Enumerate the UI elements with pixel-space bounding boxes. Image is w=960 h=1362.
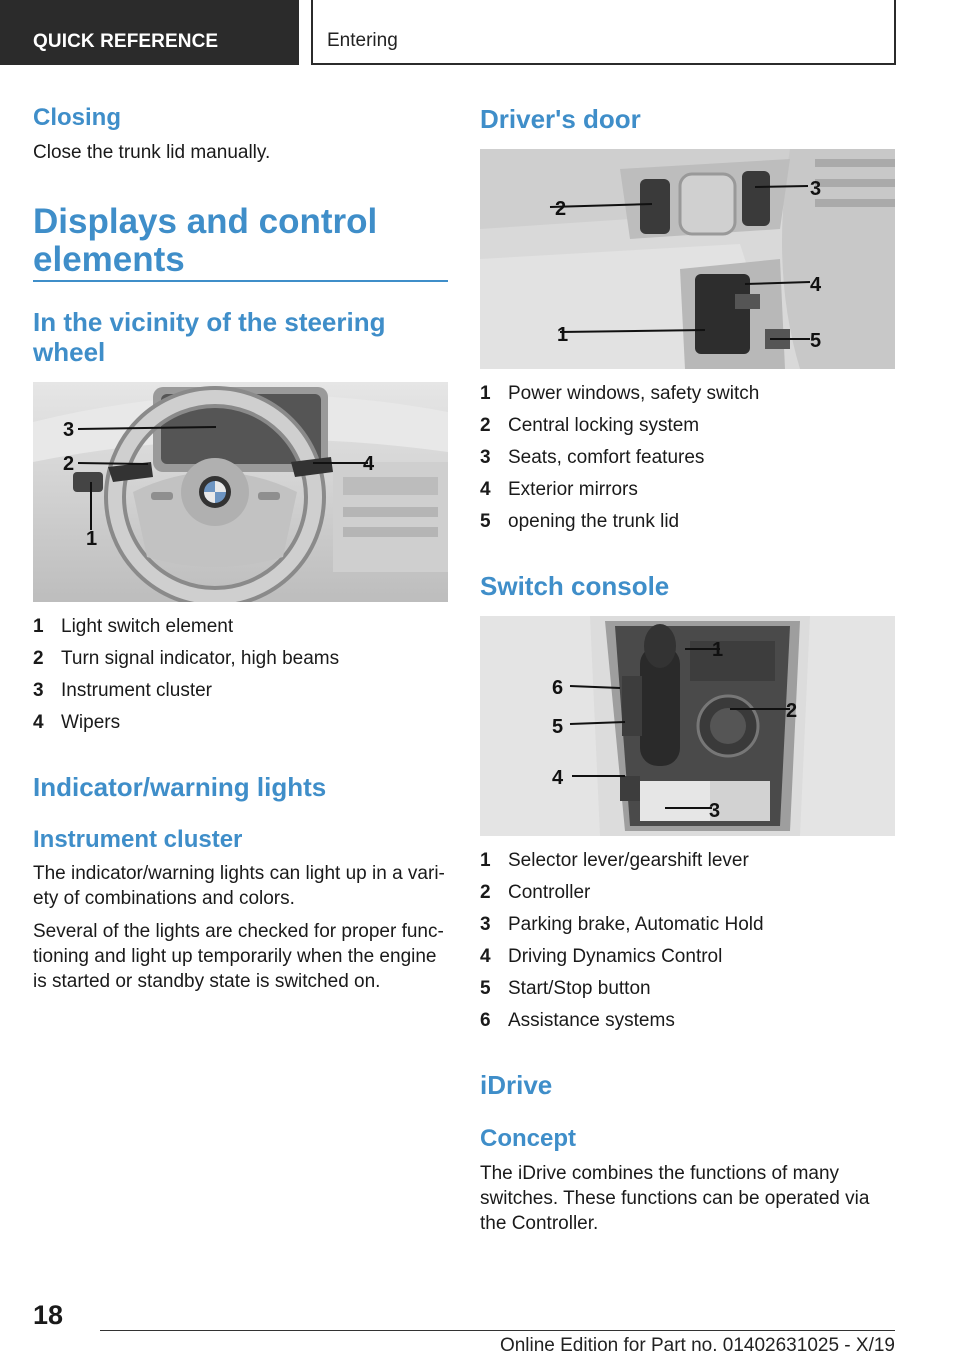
legend-text: Light switch element: [61, 616, 234, 637]
header-section-tab[interactable]: QUICK REFERENCE: [0, 0, 299, 65]
chapter-heading-line1: Displays and control: [33, 202, 378, 241]
footer-edition: Online Edition for Part no. 01402631025 - X/19: [100, 1330, 895, 1357]
drivers-door-legend: [480, 378, 895, 538]
steering-callout-1: 1: [86, 528, 98, 550]
steering-callout-4: 4: [363, 453, 375, 475]
drivers-door-figure: [480, 149, 895, 369]
idrive-text-1: The iDrive combines the functions of many: [480, 1163, 840, 1184]
legend-text: Turn signal indicator, high beams: [61, 648, 340, 669]
switch-console-figure: [480, 616, 895, 836]
legend-number: 3: [480, 914, 491, 935]
legend-text: Exterior mirrors: [508, 479, 638, 500]
legend-number: 1: [480, 383, 491, 404]
idrive-text-2: switches. These functions can be operated via: [480, 1188, 870, 1209]
legend-text: Parking brake, Automatic Hold: [508, 914, 764, 935]
console-callout-3: 3: [709, 800, 721, 822]
chapter-rule: [33, 280, 448, 282]
legend-text: Seats, comfort features: [508, 447, 705, 468]
list-item: [480, 909, 895, 941]
indicator-heading: Indicator/warning lights: [33, 772, 327, 802]
list-item: [33, 675, 448, 707]
list-item: [480, 1005, 895, 1037]
legend-number: 4: [33, 712, 44, 733]
closing-heading: Closing: [33, 104, 121, 131]
legend-text: Instrument cluster: [61, 680, 212, 701]
indicator-text-1a: The indicator/warning lights can light up in a vari‐: [33, 863, 445, 884]
legend-text: Wipers: [61, 712, 121, 733]
idrive-heading: iDrive: [480, 1070, 553, 1100]
steering-legend: [33, 611, 448, 739]
legend-text: opening the trunk lid: [508, 511, 680, 532]
list-item: [480, 378, 895, 410]
legend-text: Controller: [508, 882, 591, 903]
legend-number: 1: [33, 616, 44, 637]
list-item: [480, 973, 895, 1005]
door-callout-5: 5: [810, 330, 822, 352]
legend-text: Central locking system: [508, 415, 700, 436]
list-item: [480, 410, 895, 442]
console-callout-5: 5: [552, 716, 564, 738]
door-callout-1: 1: [557, 324, 569, 346]
indicator-text-2c: is started or standby state is switched on.: [33, 971, 381, 992]
legend-text: Assistance systems: [508, 1010, 675, 1031]
list-item: [480, 845, 895, 877]
indicator-text-1b: ety of combinations and colors.: [33, 888, 295, 909]
page-number: 18: [33, 1300, 64, 1330]
steering-heading-line1: In the vicinity of the steering: [33, 307, 386, 337]
list-item: [480, 442, 895, 474]
legend-number: 1: [480, 850, 491, 871]
legend-number: 4: [480, 479, 491, 500]
door-callout-4: 4: [810, 274, 822, 296]
legend-number: 3: [480, 447, 491, 468]
steering-callout-3: 3: [63, 419, 75, 441]
legend-number: 5: [480, 511, 491, 532]
list-item: [480, 506, 895, 538]
drivers-door-heading: Driver's door: [480, 104, 641, 134]
legend-text: Driving Dynamics Control: [508, 946, 723, 967]
console-callout-6: 6: [552, 677, 564, 699]
legend-text: Selector lever/gearshift lever: [508, 850, 749, 871]
legend-number: 5: [480, 978, 491, 999]
legend-text: Power windows, safety switch: [508, 383, 760, 404]
door-callout-2: 2: [555, 198, 567, 220]
idrive-text-3: the Controller.: [480, 1213, 599, 1234]
header-chapter-tab[interactable]: Entering: [311, 0, 896, 65]
legend-number: 6: [480, 1010, 491, 1031]
steering-heading-line2: wheel: [33, 337, 106, 367]
legend-number: 2: [33, 648, 44, 669]
list-item: [480, 941, 895, 973]
legend-text: Start/Stop button: [508, 978, 651, 999]
list-item: [480, 877, 895, 909]
switch-console-heading: Switch console: [480, 571, 670, 601]
concept-heading: Concept: [480, 1125, 576, 1152]
list-item: [480, 474, 895, 506]
console-callout-2: 2: [786, 700, 798, 722]
list-item: [33, 643, 448, 675]
indicator-text-2b: tioning and light up temporarily when the engine: [33, 946, 437, 967]
steering-callout-2: 2: [63, 453, 75, 475]
legend-number: 2: [480, 415, 491, 436]
legend-number: 4: [480, 946, 491, 967]
legend-number: 2: [480, 882, 491, 903]
chapter-heading-line2: elements: [33, 240, 185, 279]
closing-text: Close the trunk lid manually.: [33, 142, 271, 163]
legend-number: 3: [33, 680, 44, 701]
list-item: [33, 707, 448, 739]
console-callout-1: 1: [712, 639, 724, 661]
console-callout-4: 4: [552, 767, 564, 789]
switch-console-legend: [480, 845, 895, 1037]
indicator-text-2a: Several of the lights are checked for proper func‐: [33, 921, 444, 942]
steering-wheel-figure: [33, 382, 448, 602]
list-item: [33, 611, 448, 643]
door-callout-3: 3: [810, 178, 822, 200]
instrument-cluster-heading: Instrument cluster: [33, 826, 243, 853]
